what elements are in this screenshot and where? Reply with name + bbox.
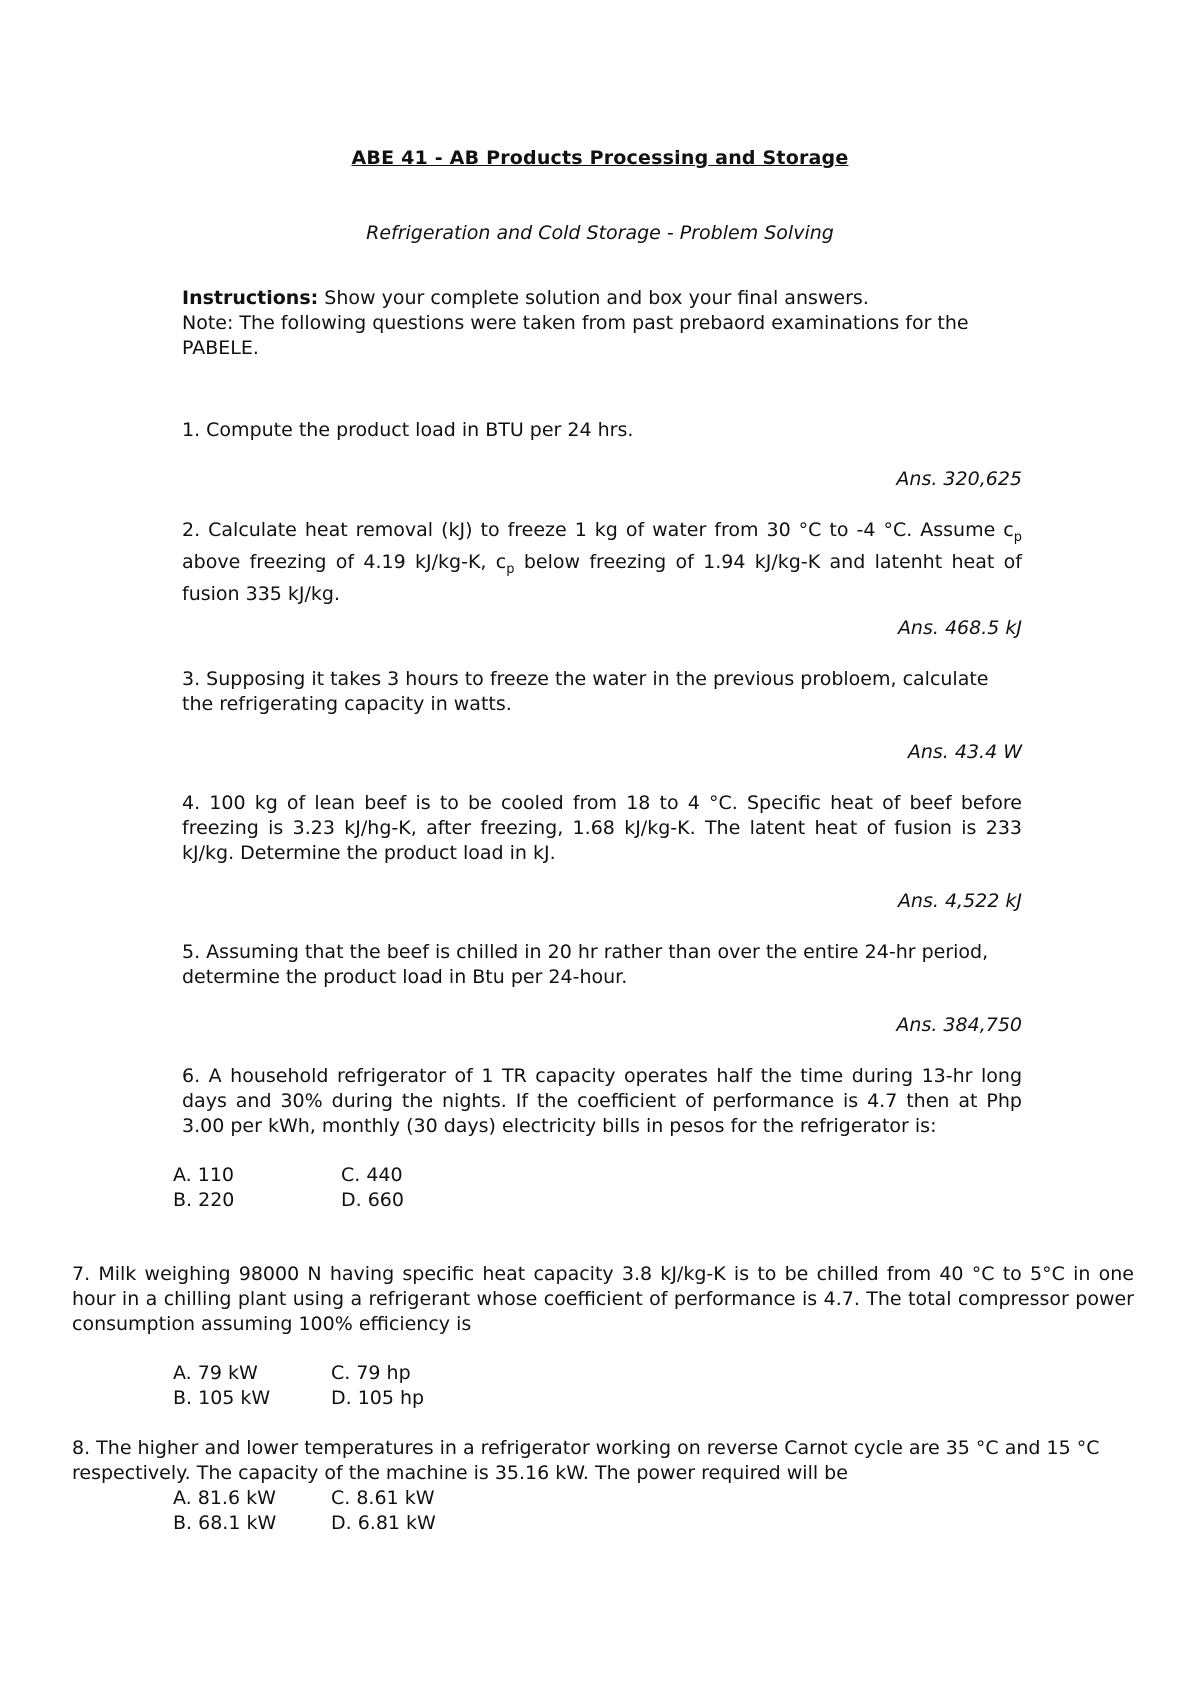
question-8: 8. The higher and lower temperatures in a refrigerator working on reverse Carnot cycle are 35 °C and 15 °C respectively. The capacity of the machine is 35.16 kW. The power required will be	[72, 1437, 1100, 1484]
choice-a: A. 79 kW	[173, 1362, 258, 1384]
choice-d: D. 660	[341, 1189, 404, 1211]
choice-c: C. 440	[341, 1164, 403, 1186]
choice-c: C. 8.61 kW	[331, 1487, 435, 1509]
question-7: 7. Milk weighing 98000 N having specific heat capacity 3.8 kJ/kg-K is to be chilled from 40 °C to 5°C in one hour in a chilling plant using a refrigerant whose coefficient of performance is 4.7. The total compressor power consumption assuming 100% efficiency is	[72, 1263, 1134, 1335]
instructions-line	[182, 286, 1022, 311]
choice-d: D. 105 hp	[331, 1387, 425, 1409]
question-1: 1. Compute the product load in BTU per 24 hrs.	[182, 419, 634, 441]
answer-4: Ans. 4,522 kJ	[897, 890, 1022, 912]
question-2-subscript-b: p	[506, 561, 515, 577]
question-3: 3. Supposing it takes 3 hours to freeze the water in the previous probloem, calculate the refrigerating capacity in watts.	[182, 668, 989, 715]
question-5: 5. Assuming that the beef is chilled in 20 hr rather than over the entire 24-hr period, determine the product load in Btu per 24-hour.	[182, 941, 989, 988]
choice-b: B. 68.1 kW	[173, 1512, 277, 1534]
question-2-part-b: above freezing of 4.19 kJ/kg-K, c	[182, 550, 507, 573]
document-subtitle: Refrigeration and Cold Storage - Problem Solving	[366, 222, 834, 244]
question-4: 4. 100 kg of lean beef is to be cooled from 18 to 4 °C. Specific heat of beef before freezing is 3.23 kJ/hg-K, after freezing, 1.68 kJ/kg-K. The latent heat of fusion is 233 kJ/kg. Determine the product load in kJ.	[182, 792, 1022, 864]
choice-a: A. 81.6 kW	[173, 1487, 276, 1509]
question-2-part-a: 2. Calculate heat removal (kJ) to freeze 1 kg of water from 30 °C to -4 °C. Assume c	[182, 519, 1014, 541]
question-2	[182, 518, 1022, 607]
choice-c: C. 79 hp	[331, 1362, 411, 1384]
answer-1: Ans. 320,625	[896, 468, 1022, 490]
answer-2: Ans. 468.5 kJ	[897, 617, 1022, 639]
question-2-part-c: below freezing of 1.94 kJ/kg-K and latenht heat of fusion 335 kJ/kg.	[182, 550, 1022, 605]
document-title: ABE 41 - AB Products Processing and Storage	[351, 147, 849, 169]
choice-b: B. 105 kW	[173, 1387, 271, 1409]
answer-5: Ans. 384,750	[896, 1014, 1022, 1036]
instructions-label: Instructions:	[182, 287, 319, 309]
choice-a: A. 110	[173, 1164, 235, 1186]
question-6: 6. A household refrigerator of 1 TR capacity operates half the time during 13-hr long days and 30% during the nights. If the coefficient of performance is 4.7 then at Php 3.00 per kWh, monthly (30 days) electricity bills in pesos for the refrigerator is:	[182, 1065, 1022, 1137]
question-2-subscript-a: p	[1013, 529, 1022, 545]
choice-d: D. 6.81 kW	[331, 1512, 436, 1534]
answer-3: Ans. 43.4 W	[907, 741, 1022, 763]
instructions-text: Show your complete solution and box your final answers.	[318, 287, 869, 309]
note-text: Note: The following questions were taken from past prebaord examinations for the PABELE.	[182, 312, 969, 359]
choice-b: B. 220	[173, 1189, 235, 1211]
instructions-block	[182, 286, 1022, 361]
